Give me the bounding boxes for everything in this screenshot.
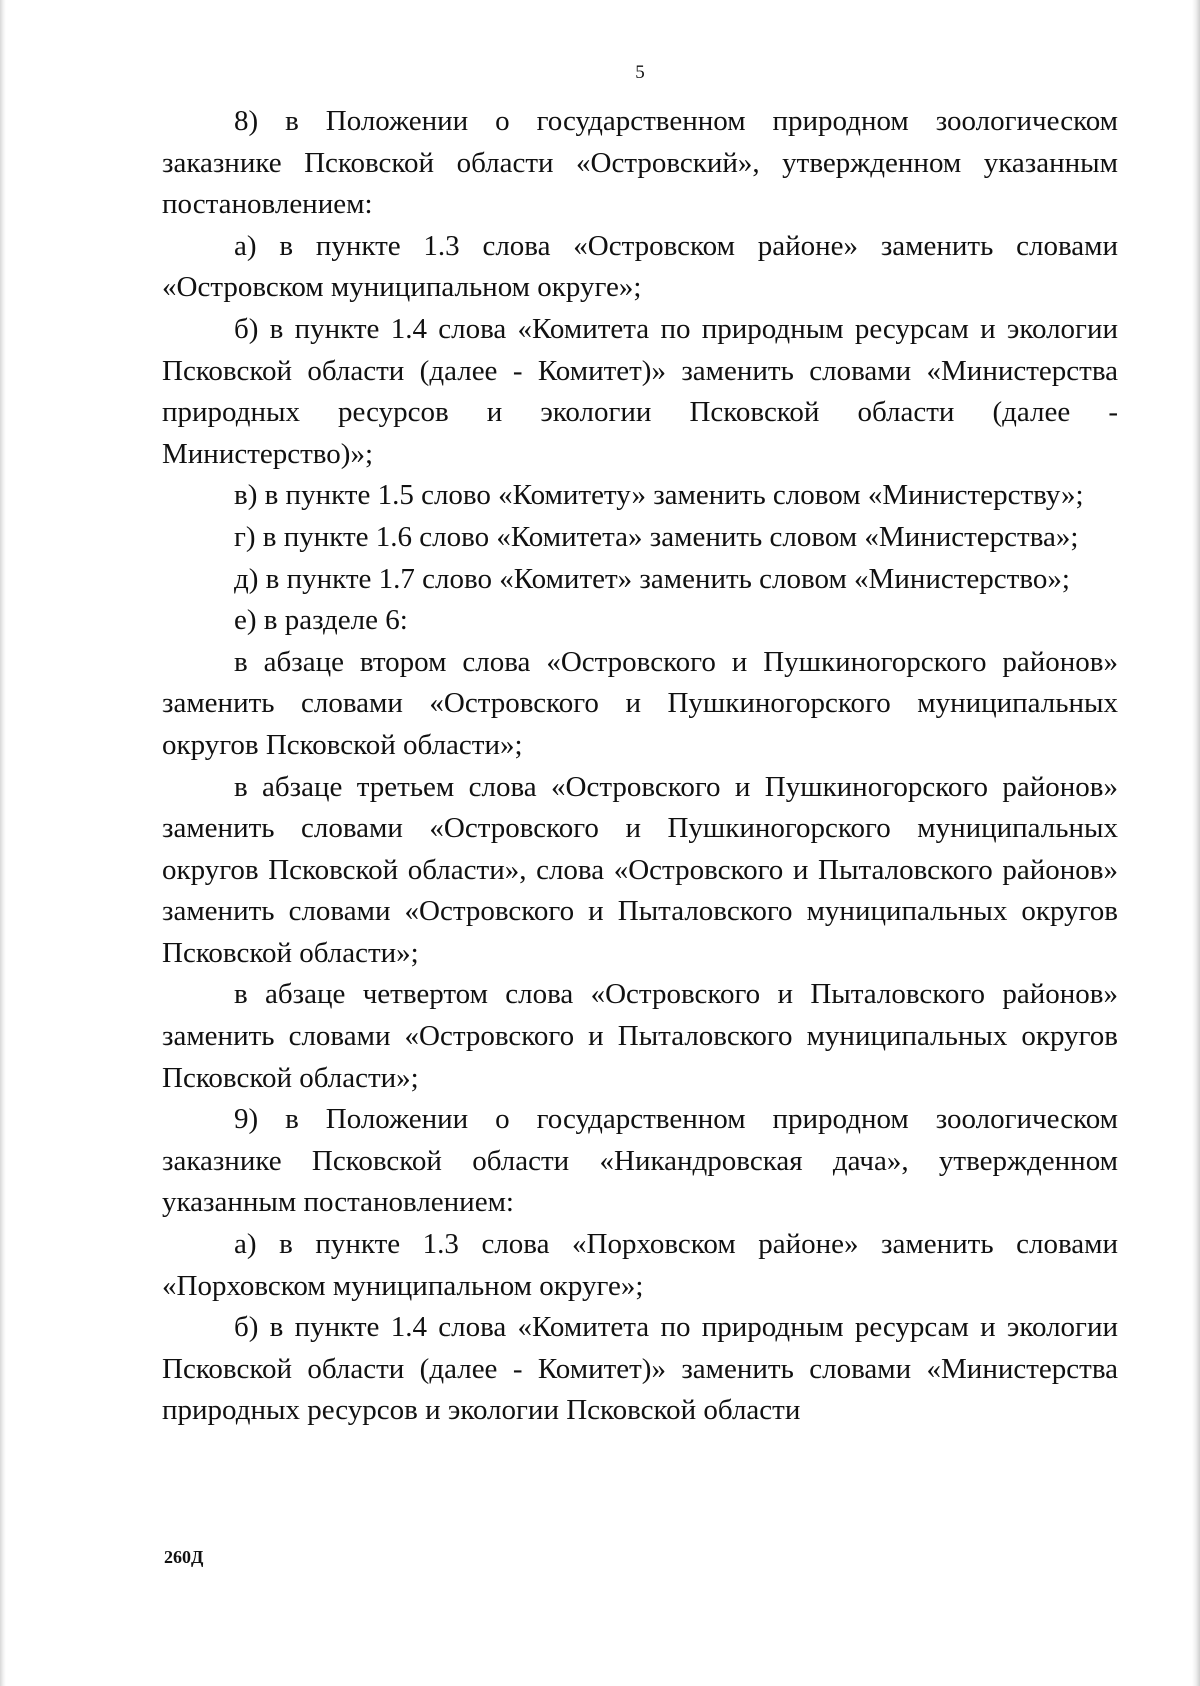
scan-edge-left [0, 0, 6, 1686]
scan-edge-right [1192, 0, 1200, 1686]
document-code: 260Д [164, 1547, 204, 1567]
paragraph-8e-abzac-2: в абзаце втором слова «Островского и Пушкиногорского районов» заменить словами «Островского и Пушкиногорского муниципальных округов Псковской области»; [162, 645, 1118, 761]
paragraph-8d: д) в пункте 1.7 слово «Комитет» заменить словом «Министерство»; [234, 562, 1070, 595]
page-number: 5 [635, 62, 645, 83]
paragraph-8v: в) в пункте 1.5 слово «Комитету» заменить словом «Министерству»; [234, 479, 1084, 512]
paragraph-8a: а) в пункте 1.3 слова «Островском районе» заменить словами «Островском муниципальном округе»; [162, 229, 1118, 304]
paragraph-8e-abzac-3: в абзаце третьем слова «Островского и Пушкиногорского районов» заменить словами «Островского и Пушкиногорского муниципальных округов Псковской области», слова «Островского и Пыталовского районов» заменить словами «Островского и Пыталовского муниципальных округов Псковской области»; [162, 770, 1118, 969]
document-body [162, 101, 1118, 1432]
paragraph-8e: е) в разделе 6: [234, 604, 408, 637]
paragraph-8g: г) в пункте 1.6 слово «Комитета» заменить словом «Министерства»; [234, 520, 1079, 553]
paragraph-8: 8) в Положении о государственном природном зоологическом заказнике Псковской области «Островский», утвержденном указанным постановлением: [162, 105, 1118, 221]
paragraph-8b: б) в пункте 1.4 слова «Комитета по природным ресурсам и экологии Псковской области (далее - Комитет)» заменить словами «Министерства природных ресурсов и экологии Псковской области (далее - Министерство)»; [162, 312, 1118, 470]
paragraph-9b: б) в пункте 1.4 слова «Комитета по природным ресурсам и экологии Псковской области (далее - Комитет)» заменить словами «Министерства природных ресурсов и экологии Псковской области [162, 1311, 1118, 1427]
paragraph-8e-abzac-4: в абзаце четвертом слова «Островского и Пыталовского районов» заменить словами «Островского и Пыталовского муниципальных округов Псковской области»; [162, 978, 1118, 1094]
paragraph-9a: а) в пункте 1.3 слова «Порховском районе» заменить словами «Порховском муниципальном округе»; [162, 1228, 1118, 1302]
paragraph-9: 9) в Положении о государственном природном зоологическом заказнике Псковской области «Никандровская дача», утвержденном указанным постановлением: [162, 1103, 1118, 1219]
